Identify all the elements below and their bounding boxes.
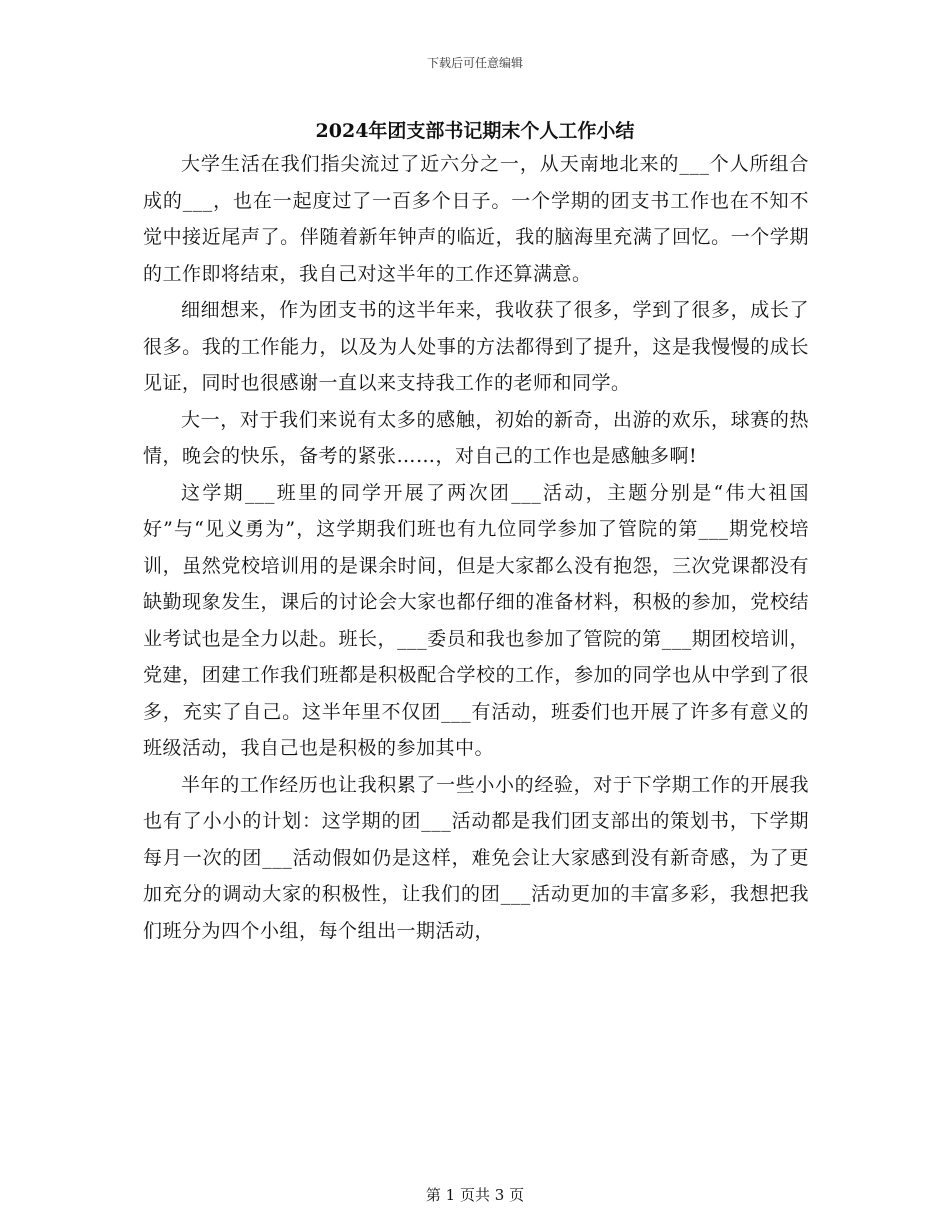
paragraph: 半年的工作经历也让我积累了一些小小的经验，对于下学期工作的开展我也有了小小的计划：这学期的团___活动都是我们团支部出的策划书，下学期每月一次的团___活动假如仍是这样，难免会让大家感到没有新奇感，为了更加充分的调动大家的积极性，让我们的团___活动更加的丰富多彩，我想把我们班分为四个小组，每个组出一期活动，	[143, 773, 809, 942]
paragraph: 这学期___班里的同学开展了两次团___活动，主题分别是“伟大祖国好”与“见义勇为”，这学期我们班也有九位同学参加了管院的第___期党校培训，虽然党校培训用的是课余时间，但是大家都么没有抱怨，三次党课都没有缺勤现象发生，课后的讨论会大家也都仔细的准备材料，积极的参加，党校结业考试也是全力以赴。班长，___委员和我也参加了管院的第___期团校培训，党建，团建工作我们班都是积极配合学校的工作，参加的同学也从中学到了很多，充实了自己。这半年里不仅团___有活动，班委们也开展了许多有意义的班级活动，我自己也是积极的参加其中。	[143, 481, 809, 759]
paragraph: 细细想来，作为团支书的这半年来，我收获了很多，学到了很多，成长了很多。我的工作能力，以及为人处事的方法都得到了提升，这是我慢慢的成长见证，同时也很感谢一直以来支持我工作的老师和同学。	[143, 299, 809, 394]
document-title: 2024年团支部书记期末个人工作小结	[315, 120, 635, 142]
document-body	[143, 146, 809, 949]
page-number-footer: 第 1 页共 3 页	[425, 1186, 525, 1204]
paragraph: 大一，对于我们来说有太多的感触，初始的新奇，出游的欢乐，球赛的热情，晚会的快乐，备考的紧张……，对自己的工作也是感触多啊!	[143, 408, 809, 467]
page-header-note: 下载后可任意编辑	[426, 56, 523, 70]
paragraph: 大学生活在我们指尖流过了近六分之一，从天南地北来的___个人所组合成的___，也在一起度过了一百多个日子。一个学期的团支书工作也在不知不觉中接近尾声了。伴随着新年钟声的临近，我的脑海里充满了回忆。一个学期的工作即将结束，我自己对这半年的工作还算满意。	[143, 153, 809, 285]
